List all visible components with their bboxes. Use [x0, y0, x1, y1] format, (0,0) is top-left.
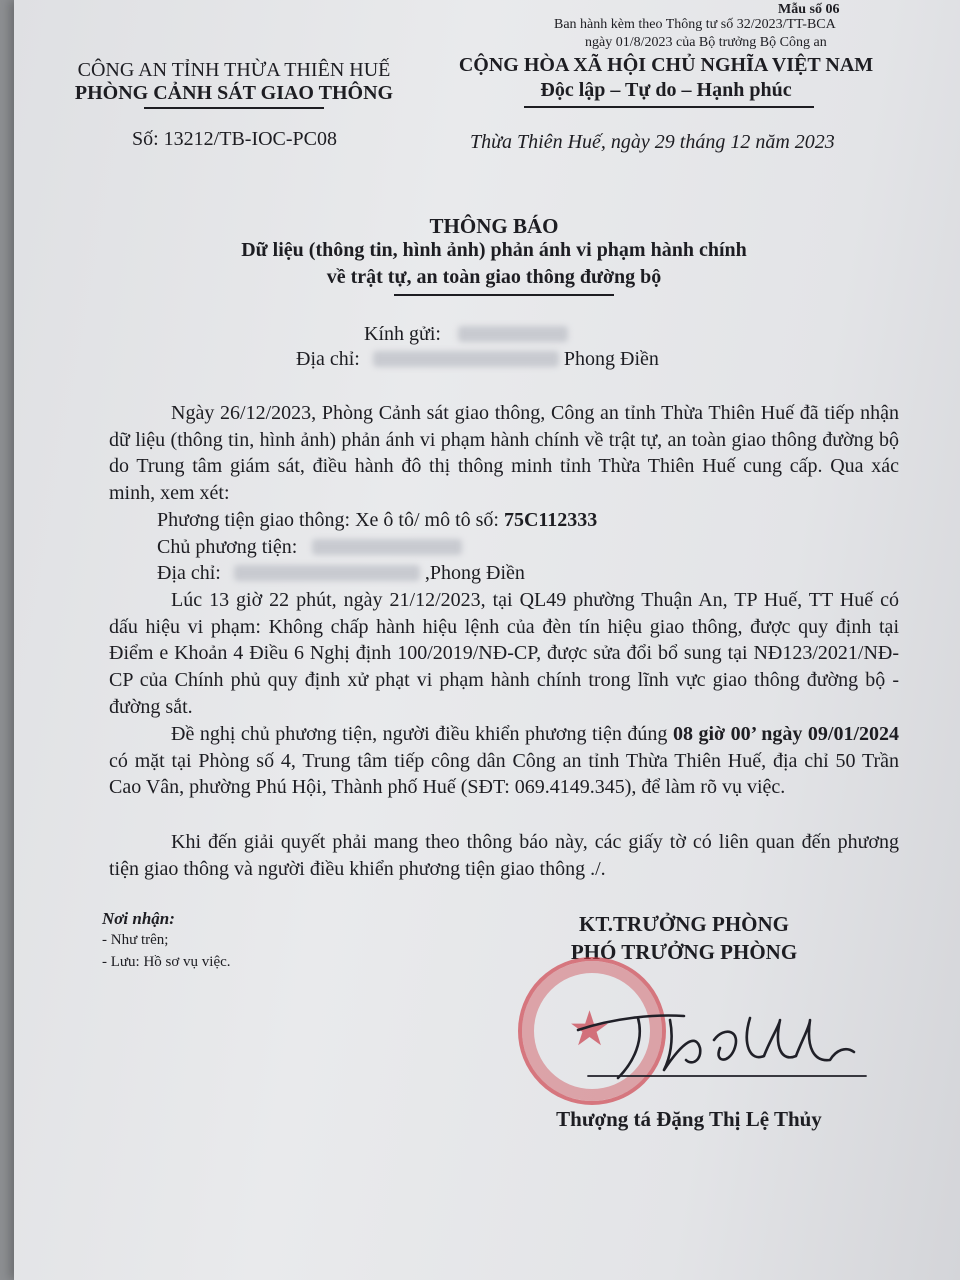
signature-title-1: KT.TRƯỞNG PHÒNG	[579, 912, 789, 936]
motto-underline	[524, 106, 814, 108]
title-underline	[394, 294, 614, 296]
seal-star-icon: ★	[568, 1003, 612, 1056]
owner-address-line	[157, 562, 525, 585]
agency-parent: CÔNG AN TỈNH THỪA THIÊN HUẾ	[77, 59, 391, 81]
paragraph-4	[109, 829, 899, 882]
redacted-owner	[312, 539, 462, 555]
recipient-label: Kính gửi:	[364, 323, 441, 345]
document-page	[14, 0, 960, 1280]
doc-number: Số: 13212/TB-IOC-PC08	[132, 128, 338, 150]
form-issued-line1: Ban hành kèm theo Thông tư số 32/2023/TT-BCA	[554, 17, 836, 32]
paragraph-3-text-a: Đề nghị chủ phương tiện, người điều khiển phương tiện đúng	[171, 723, 668, 745]
nation-name: CỘNG HÒA XÃ HỘI CHỦ NGHĨA VIỆT NAM	[458, 54, 874, 76]
vehicle-line	[157, 509, 597, 532]
handwritten-signature	[574, 1000, 874, 1090]
redacted-recipient-address	[373, 351, 559, 367]
notice-title: THÔNG BÁO	[429, 214, 559, 238]
agency-underline	[144, 107, 324, 109]
owner-line	[157, 536, 462, 559]
signature-title-2: PHÓ TRƯỞNG PHÒNG	[570, 940, 798, 964]
owner-label: Chủ phương tiện:	[157, 536, 298, 558]
recipients-item-1: - Như trên;	[102, 932, 169, 948]
notice-subtitle-1: Dữ liệu (thông tin, hình ảnh) phản ánh vi phạm hành chính	[241, 239, 747, 261]
recipients-item-2: - Lưu: Hồ sơ vụ việc.	[102, 954, 231, 970]
paragraph-2	[109, 587, 899, 721]
recipient-address-line	[296, 348, 659, 371]
paragraph-1	[109, 400, 899, 507]
paragraph-4-text: Khi đến giải quyết phải mang theo thông báo này, các giấy tờ có liên quan đến phương tiện giao thông và người điều khiển phương tiện giao thông ./.	[109, 831, 899, 880]
vehicle-plate: 75C112333	[503, 509, 598, 531]
recipient-line	[364, 323, 568, 346]
place-date: Thừa Thiên Huế, ngày 29 tháng 12 năm 2023	[470, 131, 835, 153]
recipient-address-tail: Phong Điền	[563, 348, 659, 370]
owner-address-label: Địa chỉ:	[157, 562, 221, 584]
appointment-time: 08 giờ 00’ ngày 09/01/2024	[672, 723, 900, 745]
notice-subtitle-2: về trật tự, an toàn giao thông đường bộ	[326, 266, 662, 288]
owner-address-tail: ,Phong Điền	[424, 562, 525, 584]
paragraph-3	[109, 721, 899, 801]
form-number: Mẫu số 06	[778, 2, 840, 17]
paragraph-3-text-b: có mặt tại Phòng số 4, Trung tâm tiếp công dân Công an tỉnh Thừa Thiên Huế, địa chỉ 50 Trần Cao Vân, phường Phú Hội, Thành phố Huế (SĐT: 069.4149.345), để làm rõ vụ việc.	[109, 749, 899, 799]
paragraph-2-text: Lúc 13 giờ 22 phút, ngày 21/12/2023, tại QL49 phường Thuận An, TP Huế, TT Huế có dấu hiệu vi phạm: Không chấp hành hiệu lệnh của đèn tín hiệu giao thông, được quy định tại Điểm e Khoản 4 Điều 6 Nghị định 100/2019/NĐ-CP, được sửa đổi bổ sung tại NĐ123/2021/NĐ-CP của Chính phủ quy định xử phạt vi phạm hành chính trong lĩnh vực giao thông đường bộ - đường sắt.	[109, 589, 899, 718]
vehicle-label: Phương tiện giao thông: Xe ô tô/ mô tô số:	[157, 509, 499, 531]
paragraph-1-text: Ngày 26/12/2023, Phòng Cảnh sát giao thông, Công an tỉnh Thừa Thiên Huế đã tiếp nhận dữ liệu (thông tin, hình ảnh) phản ánh vi phạm hành chính về trật tự, an toàn giao thông đường bộ do Trung tâm giám sát, điều hành đô thị thông minh tỉnh Thừa Thiên Huế cung cấp. Qua xác minh, xem xét:	[109, 402, 899, 505]
recipients-title: Nơi nhận:	[102, 909, 175, 928]
recipient-address-label: Địa chỉ:	[296, 348, 360, 370]
redacted-owner-address	[234, 565, 420, 581]
signatory-name: Thượng tá Đặng Thị Lệ Thủy	[556, 1107, 822, 1131]
form-issued-line2: ngày 01/8/2023 của Bộ trưởng Bộ Công an	[585, 35, 827, 50]
nation-motto: Độc lập – Tự do – Hạnh phúc	[540, 79, 792, 101]
redacted-recipient	[458, 326, 568, 342]
agency-unit: PHÒNG CẢNH SÁT GIAO THÔNG	[74, 82, 394, 104]
